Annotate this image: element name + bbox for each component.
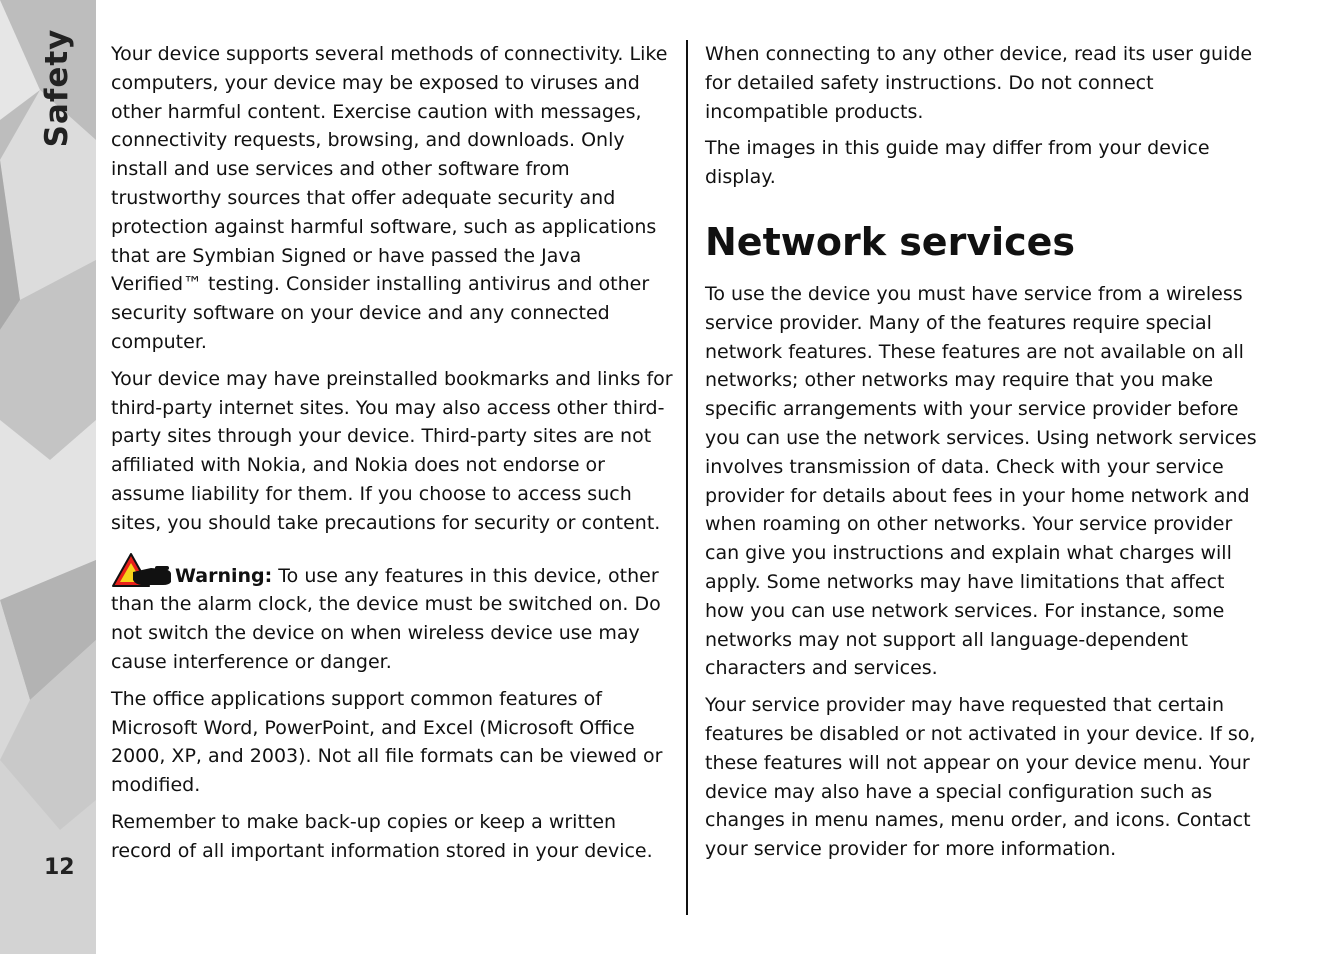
paragraph: Your device may have preinstalled bookmarks and links for third-party internet sites. You may also access other third-party sites through your device. Third-party sites are not affiliated with Nokia, and Nokia does not endorse or assume liability for them. If you choose to access such sites, you should take precautions for security or content.: [111, 367, 673, 534]
paragraph: When connecting to any other device, read its user guide for detailed safety instructions. Do not connect incompatible products.: [705, 43, 1253, 123]
paragraph: The office applications support common features of Microsoft Word, PowerPoint, and Excel (Microsoft Office 2000, XP, and 2003). Not all file formats can be viewed or modified.: [111, 687, 663, 797]
column-divider: [686, 40, 688, 915]
paragraph: Remember to make back-up copies or keep a written record of all important information stored in your device.: [111, 810, 653, 862]
warning-label: Warning:: [175, 564, 273, 587]
section-label: Safety: [39, 28, 75, 148]
warning-note: [111, 552, 673, 677]
sidebar-band: [0, 0, 96, 954]
paragraph: Your service provider may have requested that certain features be disabled or not activated in your device. If so, these features will not appear on your device menu. Your device may also have a special configuration such as changes in menu names, menu order, and icons. Contact your service provider for more information.: [705, 694, 1256, 861]
right-column: [705, 40, 1267, 872]
paragraph: To use the device you must have service from a wireless service provider. Many of the features require special network features. These features are not available on all networks; other networks may require that you make specific arrangements with your service provider before you can use the network services. Using network services involves transmission of data. Check with your service provider for details about fees in your home network and when roaming on other networks. Your service provider can give you instructions and explain what charges will apply. Some networks may have limitations that affect how you can use network services. For instance, some networks may not support all language-dependent characters and services.: [705, 282, 1257, 680]
page-number: 12: [44, 855, 75, 880]
section-heading: Network services: [705, 219, 1076, 264]
left-column: [111, 40, 673, 874]
warning-hand-icon: [111, 552, 173, 590]
paragraph: Your device supports several methods of connectivity. Like computers, your device may be exposed to viruses and other harmful content. Exercise caution with messages, connectivity requests, browsing, and downloads. Only install and use services and other software from trustworthy sources that offer adequate security and protection against harmful software, such as applications that are Symbian Signed or have passed the Java Verified™ testing. Consider installing antivirus and other security software on your device and any connected computer.: [111, 43, 668, 353]
paragraph: The images in this guide may differ from your device display.: [705, 137, 1210, 189]
warning-text: To use any features in this device, other than the alarm clock, the device must be switched on. Do not switch the device on when wireless device use may cause interference or danger.: [111, 564, 661, 673]
